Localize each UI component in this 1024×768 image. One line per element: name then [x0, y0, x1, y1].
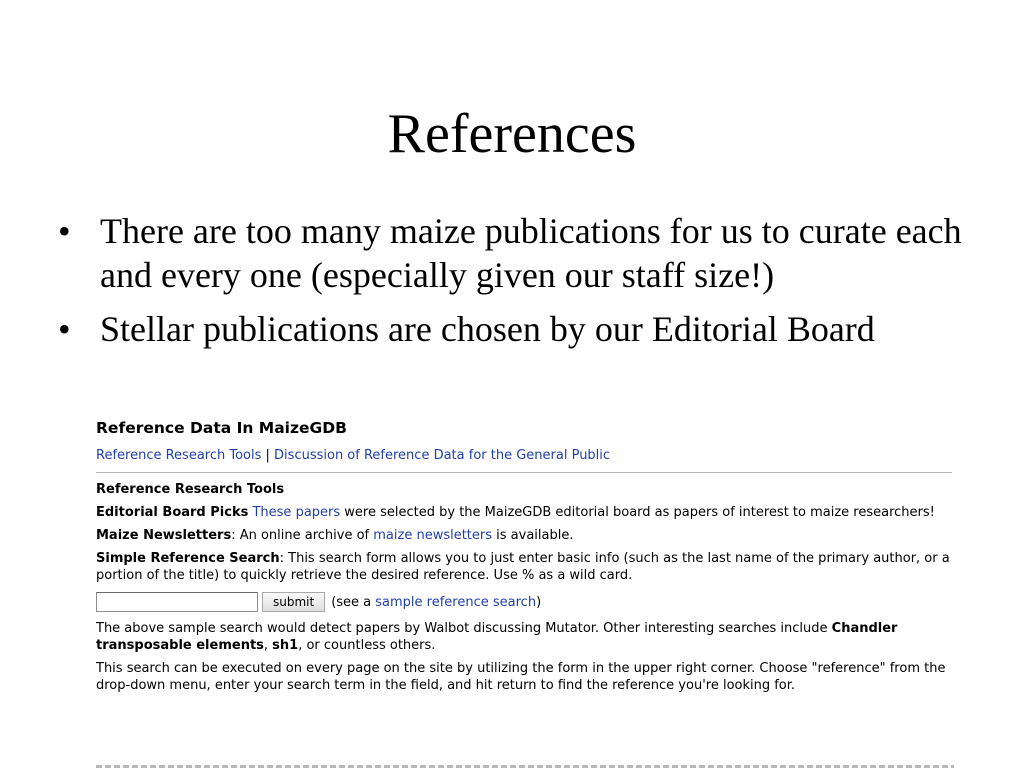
newsletters-paragraph	[96, 527, 956, 544]
reference-research-tools-link[interactable]: Reference Research Tools	[96, 448, 262, 463]
reference-search-input[interactable]	[96, 592, 258, 612]
simple-search-text: : This search form allows you to just enter basic info (such as the last name of the primary author, or a portion of the title) to quickly retrieve the desired reference. Use % as a wild card.	[96, 551, 950, 583]
search-form	[96, 590, 956, 614]
editorial-picks-label: Editorial Board Picks	[96, 505, 249, 520]
bullet-item	[58, 209, 988, 297]
sample-reference-search-link[interactable]: sample reference search	[375, 594, 537, 610]
panel-title: Reference Data In MaizeGDB	[96, 419, 347, 437]
search-term-sh1: sh1	[272, 638, 299, 653]
slide-title: References	[387, 103, 637, 165]
search-term-chandler: Chandler transposable elements	[96, 621, 898, 653]
newsletters-text-after: is available.	[492, 528, 574, 543]
simple-search-paragraph	[96, 550, 956, 584]
divider	[96, 472, 952, 473]
bullet-text: There are too many maize publications for us to curate each and every one (especially given our staff size!)	[100, 211, 962, 295]
maize-newsletters-link[interactable]: maize newsletters	[373, 528, 493, 543]
bullet-item	[58, 307, 988, 351]
sample-text-before: The above sample search would detect papers by Walbot discussing Mutator. Other interesting searches include	[96, 621, 832, 636]
discussion-reference-data-link[interactable]: Discussion of Reference Data for the General Public	[274, 448, 611, 463]
bullet-glyph: •	[58, 211, 71, 251]
search-note-before: (see a	[331, 594, 376, 610]
submit-button[interactable]: submit	[262, 592, 325, 612]
simple-search-label: Simple Reference Search	[96, 551, 280, 566]
maizegdb-reference-panel	[96, 418, 956, 700]
site-search-paragraph: This search can be executed on every page on the site by utilizing the form in the upper right corner. Choose "reference" from the drop-down menu, enter your search term in the field, and hit return to find the reference you're looking for.	[96, 661, 946, 693]
search-note	[331, 594, 541, 611]
newsletters-text-before: : An online archive of	[231, 528, 374, 543]
sample-text-sep: ,	[263, 638, 273, 653]
bullet-text: Stellar publications are chosen by our Editorial Board	[100, 309, 875, 349]
these-papers-link[interactable]: These papers	[252, 505, 341, 520]
bullet-list	[58, 209, 988, 361]
nav-separator: |	[261, 448, 275, 463]
bullet-glyph: •	[58, 309, 71, 349]
editorial-picks-text: were selected by the MaizeGDB editorial board as papers of interest to maize researchers!	[340, 505, 935, 520]
search-note-after: )	[536, 594, 542, 610]
panel-nav	[96, 447, 956, 464]
sample-text-after: , or countless others.	[298, 638, 436, 653]
sample-search-paragraph	[96, 620, 956, 654]
editorial-picks-paragraph	[96, 504, 956, 521]
newsletters-label: Maize Newsletters	[96, 528, 232, 543]
section-title: Reference Research Tools	[96, 482, 285, 497]
